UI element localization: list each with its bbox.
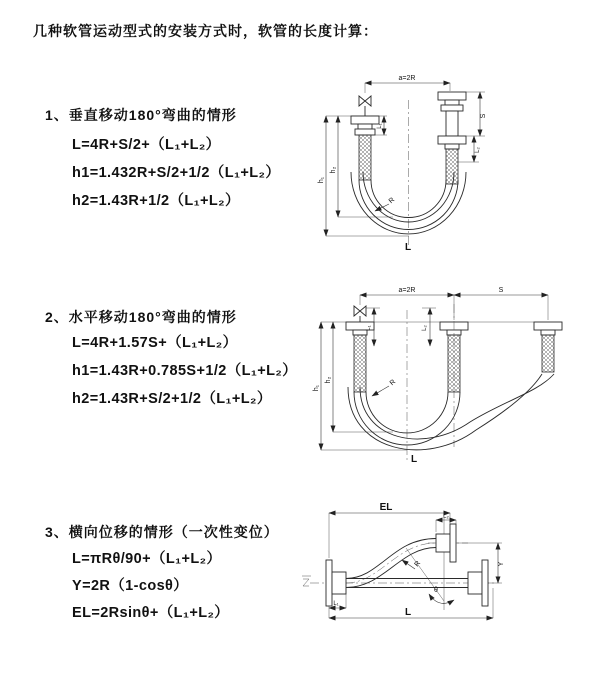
formula-line: h1=1.43R+0.785S+1/2（L₁+L₂） [72, 363, 298, 379]
formula-line: h2=1.43R+S/2+1/2（L₁+L₂） [72, 391, 272, 407]
dim-label-s: S [498, 287, 504, 294]
dim-label-l: L [404, 607, 412, 618]
formula-line: h1=1.432R+S/2+1/2（L₁+L₂） [72, 165, 281, 181]
left-flange [326, 560, 346, 606]
diagram-vertical-180-bend [313, 70, 593, 260]
section-2-heading: 2、水平移动180°弯曲的情形 [45, 309, 237, 325]
valve-icon [354, 306, 366, 322]
formula-line: h2=1.43R+1/2（L₁+L₂） [72, 193, 240, 209]
diagram-lateral-displacement [298, 498, 598, 643]
hose-s-curve [346, 539, 436, 588]
formula-line: L=4R+1.57S+（L₁+L₂） [72, 335, 238, 351]
section-1-heading: 1、垂直移动180°弯曲的情形 [45, 107, 237, 123]
top-flange [436, 524, 456, 562]
radius-label: R [387, 196, 397, 206]
formula-line: L=4R+S/2+（L₁+L₂） [72, 137, 221, 153]
length-label: L [404, 242, 412, 253]
section-2-formulas [72, 329, 297, 413]
right-pipe-fitting [534, 322, 562, 372]
radius-label: R [413, 559, 423, 569]
dim-label-l2: L₂ [422, 325, 428, 331]
left-pipe-fitting [351, 116, 379, 180]
angle-label: θ [434, 587, 438, 594]
dim-label-h2: h₂ [325, 376, 332, 384]
dim-label-s: S [480, 113, 487, 119]
page-title: 几种软管运动型式的安装方式时，软管的长度计算： [33, 23, 378, 39]
left-pipe-fitting [346, 322, 374, 392]
dimension-lines [329, 513, 498, 618]
datum-mark [302, 576, 311, 586]
dim-label-h1: h₁ [313, 384, 320, 392]
dim-label-h2: h₂ [330, 166, 337, 174]
section-3-heading: 3、横向位移的情形（一次性变位） [45, 524, 279, 540]
diagram-horizontal-180-bend [308, 282, 598, 472]
dim-label-a2r: a=2R [398, 75, 416, 82]
dim-label-el: EL [379, 502, 393, 513]
dim-label-y: Y [498, 561, 505, 567]
formula-line: Y=2R（1-cosθ） [72, 578, 189, 594]
dim-label-l1: L₁ [377, 123, 383, 129]
formula-line: L=πRθ/90+（L₁+L₂） [72, 551, 222, 567]
dim-label-a2r: a=2R [398, 287, 416, 294]
length-label: L [410, 454, 418, 465]
dim-label-l2: L₂ [443, 514, 449, 520]
valve-icon [359, 96, 371, 116]
section-1-formulas [72, 131, 280, 215]
dim-label-l2: L₂ [475, 147, 481, 153]
radius-label: R [388, 378, 398, 388]
section-3-formulas [72, 546, 229, 627]
right-pipe-fitting [438, 92, 466, 184]
dim-label-h1: h₁ [318, 176, 325, 184]
dim-label-l1: L₁ [366, 325, 372, 331]
dim-label-l1: L₁ [333, 601, 339, 607]
formula-line: EL=2Rsinθ+（L₁+L₂） [72, 605, 230, 621]
